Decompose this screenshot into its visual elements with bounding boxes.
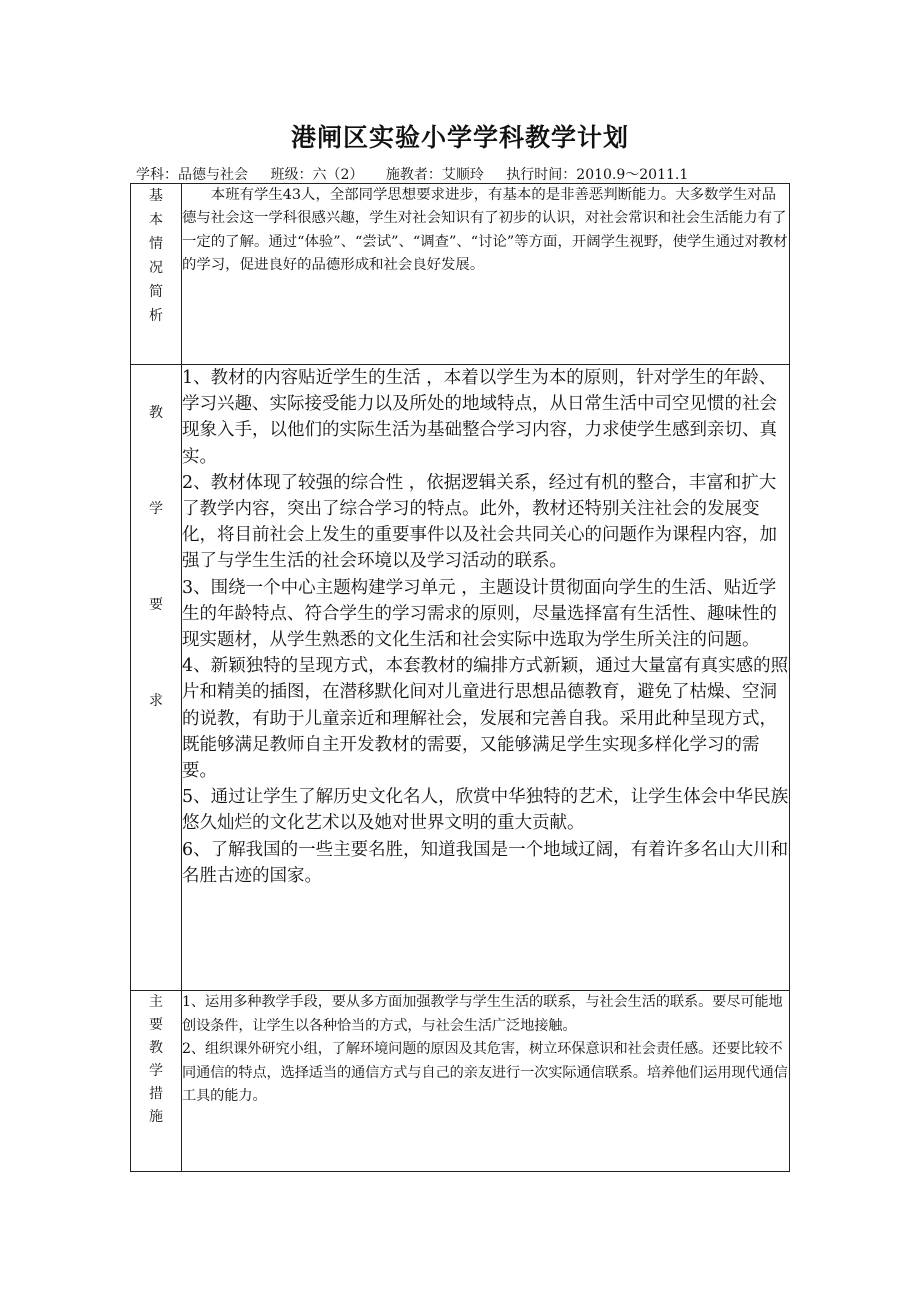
document-title: 港闸区实验小学学科教学计划 [290,123,629,152]
content-cell-basic [182,184,790,365]
label-char: 学 [149,501,163,517]
requirement-item: 1、教材的内容贴近学生的生活 ，本着以学生为本的原则，针对学生的年龄、学习兴趣、实际接受能力以及所处的地域特点，从日常生活中司空见惯的社会现象入手，以他们的实际生活为基础整合学习内容，力求使学生感到亲切、真实。 [182,368,777,467]
label-char: 求 [149,693,163,709]
measure-item: 2、组织课外研究小组，了解环境问题的原因及其危害，树立环保意识和社会责任感。还要比较不同通信的特点，选择适当的通信方式与自己的亲友进行一次实际通信联系。培养他们运用现代通信工具的能力。 [182,1041,788,1104]
label-char: 主 [149,994,163,1010]
vertical-label-basic [131,184,181,328]
meta-teacher: 施教者：艾顺玲 [385,167,484,183]
meta-period: 执行时间：2010.9～2011.1 [506,167,689,183]
label-char: 教 [149,1040,163,1056]
row-teaching-measures [131,991,790,1172]
label-char: 情 [149,236,163,252]
label-cell-requirements [131,365,182,991]
label-char: 施 [149,1109,163,1125]
requirement-item: 5、通过让学生了解历史文化名人，欣赏中华独特的艺术，让学生体会中华民族悠久灿烂的文化艺术以及她对世界文明的重大贡献。 [182,787,789,834]
label-cell-measures [131,991,182,1172]
label-char: 析 [149,308,163,324]
content-cell-measures [182,991,790,1172]
row-basic-situation [131,184,790,365]
requirement-item: 4、新颖独特的呈现方式，本套教材的编排方式新颖，通过大量富有真实感的照片和精美的插图，在潜移默化间对儿童进行思想品德教育，避免了枯燥、空洞的说教，有助于儿童亲近和理解社会，发展和完善自我。采用此种呈现方式，既能够满足教师自主开发教材的需要，又能够满足学生实现多样化学习的需要。 [182,656,789,782]
label-char: 要 [149,597,163,613]
basic-situation-text: 本班有学生43人，全部同学思想要求进步，有基本的是非善恶判断能力。大多数学生对品德与社会这一学科很感兴趣，学生对社会知识有了初步的认识，对社会常识和社会生活能力有了一定的了解。通过“体验”、“尝试”、“调查”、“讨论”等方面，开阔学生视野，使学生通过对教材的学习，促进良好的品德形成和社会良好发展。 [182,187,788,273]
requirement-item: 2、教材体现了较强的综合性 ，依据逻辑关系，经过有机的整合，丰富和扩大了教学内容，突出了综合学习的特点。此外，教材还特别关注社会的发展变化，将目前社会上发生的重要事件以及社会共同关心的问题作为课程内容，加强了与学生生活的社会环境以及学习活动的联系。 [182,472,777,572]
requirement-item: 6、了解我国的一些主要名胜，知道我国是一个地域辽阔，有着许多名山大川和名胜古迹的国家。 [182,839,789,886]
label-char: 本 [149,212,163,228]
meta-subject: 学科：品德与社会 [136,167,248,183]
vertical-label-requirements [131,365,181,749]
requirement-item: 3、围绕一个中心主题构建学习单元 ，主题设计贯彻面向学生的生活、贴近学生的年龄特点、符合学生的学习需求的原则，尽量选择富有生活性、趣味性的现实题材，从学生熟悉的文化生活和社会实际中选取为学生所关注的问题。 [182,577,777,651]
label-char: 简 [149,284,163,300]
measure-item: 1、运用多种教学手段，要从多方面加强教学与学生生活的联系，与社会生活的联系。要尽可能地创设条件，让学生以各种恰当的方式，与社会生活广泛地接触。 [182,994,783,1034]
label-char: 要 [149,1017,163,1033]
meta-class: 班级：六（2） [270,167,364,183]
content-cell-requirements [182,365,790,991]
row-teaching-requirements [131,365,790,991]
label-char: 措 [149,1086,163,1102]
vertical-label-measures [131,991,181,1129]
label-char: 况 [149,260,163,276]
label-char: 学 [149,1063,163,1079]
label-cell-basic [131,184,182,365]
label-char: 基 [149,188,163,204]
document-meta [136,164,706,184]
label-char: 教 [149,405,163,421]
plan-table [130,183,790,1172]
